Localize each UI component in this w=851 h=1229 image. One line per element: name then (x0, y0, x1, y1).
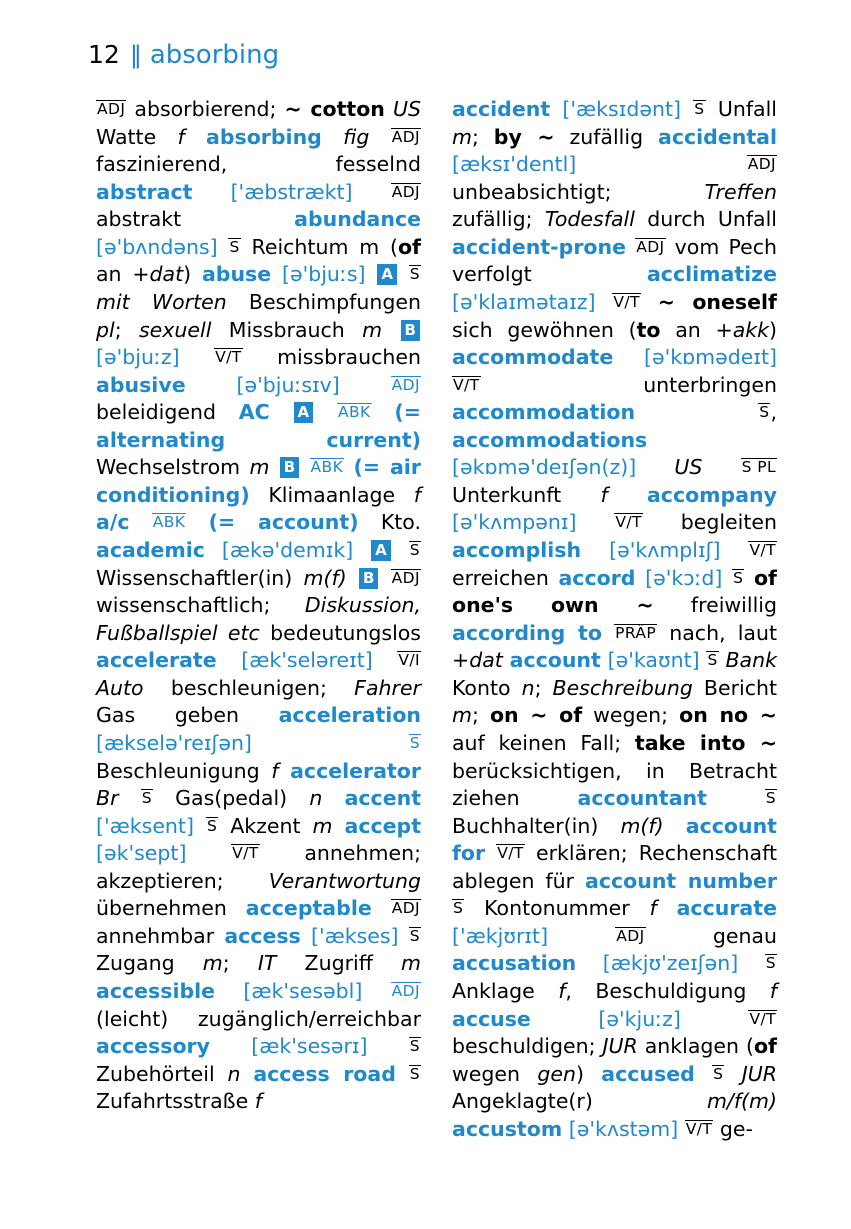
dictionary-entry: accent ['æksent] S Akzent m (96, 786, 421, 838)
dictionary-entry: accomplish [ə'kʌmplɪʃ] V/T erreichen (452, 538, 776, 590)
dictionary-entry: accessory [æk'sesərɪ] S Zubehörteil n (96, 1034, 420, 1086)
dictionary-entry: accompany [ə'kʌmpənɪ] V/T begleiten (452, 482, 777, 535)
dictionary-entry: accept [ək'sept] V/T annehmen; akzeptieren; Verantwortung übernehmen acceptable ADJ annehmbar (96, 813, 421, 948)
dictionary-entry: accustom [ə'kʌstəm] V/T ge- (452, 1116, 753, 1141)
dictionary-entry: abuse [ə'bjuːs] A S mit Worten Beschimpfungen pl; sexuell Missbrauch m B [ə'bjuːz] V/T missbrauchen abusive [ə'bjuːsɪv] ADJ beleidigend (96, 262, 421, 425)
dictionary-entry: accommodate [ə'kɒmədeɪt] V/T unterbringen accommodation S, accommodations [əkɒmə'deɪʃən(z)] US S PL Unterkunft f (452, 345, 777, 507)
page-header (88, 40, 279, 70)
dictionary-entry: access road S Zufahrtsstraße f (96, 1061, 420, 1114)
dictionary-entry: academic [ækə'demɪk] A S Wissenschaftler(in) m(f) B ADJ wissenschaftlich; Diskussion, Fußballspiel etc bedeutungslos (96, 538, 421, 645)
left-column (96, 96, 421, 1116)
dictionary-entry: accusation [ækjʊ'zeɪʃən] S Anklage f, Beschuldigung f (452, 951, 777, 1003)
dictionary-entry: accurate ['ækjʊrɪt] ADJ genau (452, 896, 777, 948)
dictionary-entry: accelerate [æk'seləreɪt] V/I Auto beschleunigen; Fahrer Gas geben acceleration [ækselə'reɪʃən] S Beschleunigung f (96, 648, 421, 783)
dictionary-entry: account [ə'kaʊnt] S Bank Konto n; Beschreibung Bericht m; on ~ of wegen; on no ~ auf keinen Fall; take into ~ berücksichtigen, in Betracht ziehen accountant S Buchhalter(in) m(f) account for V/T erklären; Rechenschaft ablegen für account number S Kontonummer f (452, 648, 777, 921)
dictionary-entry: accelerator Br S Gas(pedal) n (96, 758, 421, 811)
dictionary-entry: abundance [ə'bʌndəns] S Reichtum m (of an +dat) (96, 207, 421, 287)
dictionary-entry: accord [ə'kɔːd] S of one's own ~ freiwillig according to PRÄP nach, laut +dat (452, 565, 777, 673)
dictionary-entry: accuse [ə'kjuːz] V/T beschuldigen; JUR anklagen (of wegen gen) accused S JUR Angeklagte(r) m/f(m) (452, 1006, 777, 1114)
dictionary-entry: ADJ absorbierend; ~ cotton US Watte f absorbing fig ADJ faszinierend, fesselnd (96, 97, 421, 177)
dictionary-entry: a/c ABK (= account) Kto. (96, 510, 421, 535)
header-divider-icon: ‖ (129, 41, 140, 69)
dictionary-entry: AC A ABK (= alternating current) Wechselstrom m B ABK (= air conditioning) Klimaanlage f (96, 400, 421, 507)
dictionary-entry: accident ['æksɪdənt] S Unfall m; by ~ zufällig accidental [æksɪ'dentl] ADJ unbeabsichtigt; Treffen zufällig; Todesfall durch Unfall accident-prone ADJ vom Pech verfolgt (452, 97, 777, 287)
dictionary-entry: abstract ['æbstrækt] ADJ abstrakt (96, 179, 420, 232)
running-head: absorbing (149, 40, 280, 70)
dictionary-entry: acclimatize [ə'klaɪmətaɪz] V/T ~ oneself sich gewöhnen (to an +akk) (452, 262, 777, 342)
right-column (452, 96, 777, 1143)
dictionary-entry: access ['ækses] S Zugang m; IT Zugriff m accessible [æk'sesəbl] ADJ (leicht) zugänglich/erreichbar (96, 923, 421, 1031)
page-number: 12 (88, 40, 120, 69)
